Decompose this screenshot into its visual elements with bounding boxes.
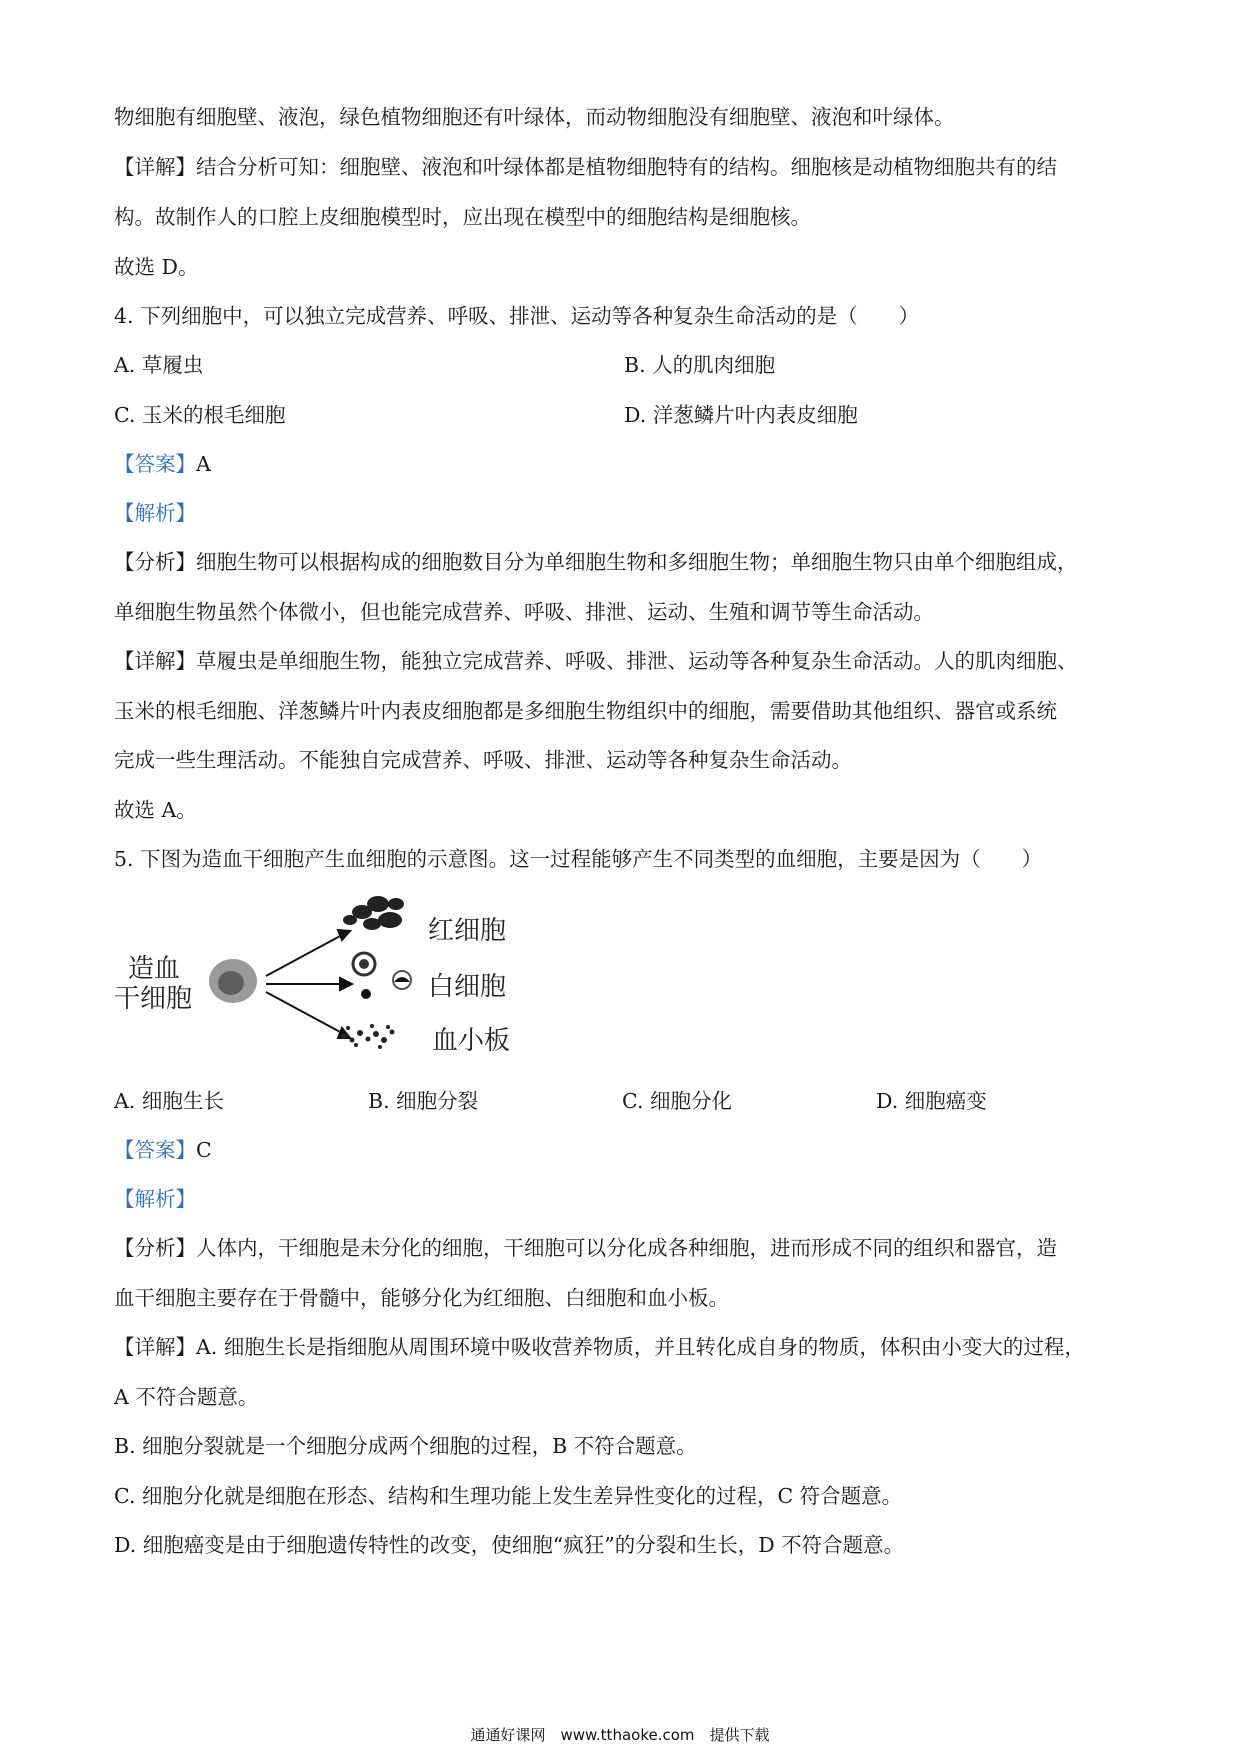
q5-analysis-tag: 【解析】 (114, 1187, 196, 1211)
q5-detail-line-1 (114, 1332, 1085, 1362)
q5-detail-line-2: A 不符合题意。 (114, 1385, 259, 1409)
figure-label-red: 红细胞 (428, 916, 507, 946)
q4-option-a: A. 草履虫 (114, 353, 204, 377)
arrowhead-white-icon (340, 978, 352, 990)
answer-value: C (196, 1138, 212, 1162)
detail-tag: 【详解】 (114, 155, 196, 179)
figure-label-white: 白细胞 (428, 972, 507, 1002)
q5-fenxi-line-2: 血干细胞主要存在于骨髓中，能够分化为红细胞、白细胞和血小板。 (114, 1286, 729, 1310)
figure-label-stem-1: 造血 (128, 954, 181, 984)
q5-detail-d: D. 细胞癌变是由于细胞遗传特性的改变，使细胞“疯狂”的分裂和生长，D 不符合题意。 (114, 1533, 905, 1557)
q4-stem: 4. 下列细胞中，可以独立完成营养、呼吸、排泄、运动等各种复杂生命活动的是（ ） (114, 304, 920, 328)
intro-line: 物细胞有细胞壁、液泡，绿色植物细胞还有叶绿体，而动物细胞没有细胞壁、液泡和叶绿体。 (114, 105, 955, 129)
q5-fenxi-line-1 (114, 1233, 1057, 1263)
q5-stem: 5. 下图为造血干细胞产生血细胞的示意图。这一过程能够产生不同类型的血细胞，主要是因为（ ） (114, 847, 1043, 871)
figure-label-stem-2: 干细胞 (114, 984, 193, 1014)
figure-label-platelet: 血小板 (432, 1026, 511, 1056)
answer-tag: 【答案】 (114, 1138, 196, 1162)
white-blood-cells-icon (353, 953, 411, 999)
q5-answer (114, 1135, 212, 1165)
red-blood-cells-icon (343, 896, 404, 930)
q4-choose: 故选 A。 (114, 798, 197, 822)
arrow-to-red-icon (266, 935, 342, 976)
q4-detail-line-2: 玉米的根毛细胞、洋葱鳞片叶内表皮细胞都是多细胞生物组织中的细胞，需要借助其他组织、器官或系统 (114, 699, 1057, 723)
q5-option-d: D. 细胞癌变 (876, 1089, 987, 1113)
q4-analysis-tag: 【解析】 (114, 501, 196, 525)
arrowhead-red-icon (338, 930, 350, 940)
answer-value: A (196, 452, 211, 476)
q4-option-d: D. 洋葱鳞片叶内表皮细胞 (624, 403, 858, 427)
q4-answer (114, 449, 211, 479)
q5-figure (110, 890, 530, 1070)
page-footer: 通通好课网 www.tthaoke.com 提供下载 (470, 1726, 770, 1744)
q3-choose: 故选 D。 (114, 255, 199, 279)
fenxi-text: 人体内，干细胞是未分化的细胞，干细胞可以分化成各种细胞，进而形成不同的组织和器官，造 (196, 1236, 1057, 1260)
q4-detail-line-1 (114, 646, 1078, 676)
q5-option-a: A. 细胞生长 (114, 1089, 224, 1113)
q3-detail-line-1 (114, 152, 1057, 182)
q4-option-b: B. 人的肌肉细胞 (624, 353, 776, 377)
q4-fenxi-line-2: 单细胞生物虽然个体微小，但也能完成营养、呼吸、排泄、运动、生殖和调节等生命活动。 (114, 600, 934, 624)
fenxi-tag: 【分析】 (114, 550, 196, 574)
fenxi-text: 细胞生物可以根据构成的细胞数目分为单细胞生物和多细胞生物；单细胞生物只由单个细胞组成， (196, 550, 1078, 574)
fenxi-tag: 【分析】 (114, 1236, 196, 1260)
q4-detail-line-3: 完成一些生理活动。不能独自完成营养、呼吸、排泄、运动等各种复杂生命活动。 (114, 748, 852, 772)
arrow-to-platelet-icon (266, 992, 342, 1033)
q3-detail-line-2: 构。故制作人的口腔上皮细胞模型时，应出现在模型中的细胞结构是细胞核。 (114, 205, 811, 229)
q4-fenxi-line-1 (114, 547, 1078, 577)
detail-tag: 【详解】 (114, 649, 196, 673)
detail-text: 草履虫是单细胞生物，能独立完成营养、呼吸、排泄、运动等各种复杂生命活动。人的肌肉细胞、 (196, 649, 1078, 673)
q5-detail-b: B. 细胞分裂就是一个细胞分成两个细胞的过程，B 不符合题意。 (114, 1434, 697, 1458)
q5-option-b: B. 细胞分裂 (368, 1089, 479, 1113)
detail-text: A. 细胞生长是指细胞从周围环境中吸收营养物质，并且转化成自身的物质，体积由小变大的过程， (196, 1335, 1085, 1359)
q5-detail-c: C. 细胞分化就是细胞在形态、结构和生理功能上发生差异性变化的过程，C 符合题意。 (114, 1484, 903, 1508)
q4-option-c: C. 玉米的根毛细胞 (114, 403, 286, 427)
detail-tag: 【详解】 (114, 1335, 196, 1359)
stem-cell-nucleus-icon (218, 971, 244, 995)
detail-text: 结合分析可知：细胞壁、液泡和叶绿体都是植物细胞特有的结构。细胞核是动植物细胞共有的结 (196, 155, 1057, 179)
q5-option-c: C. 细胞分化 (622, 1089, 732, 1113)
answer-tag: 【答案】 (114, 452, 196, 476)
